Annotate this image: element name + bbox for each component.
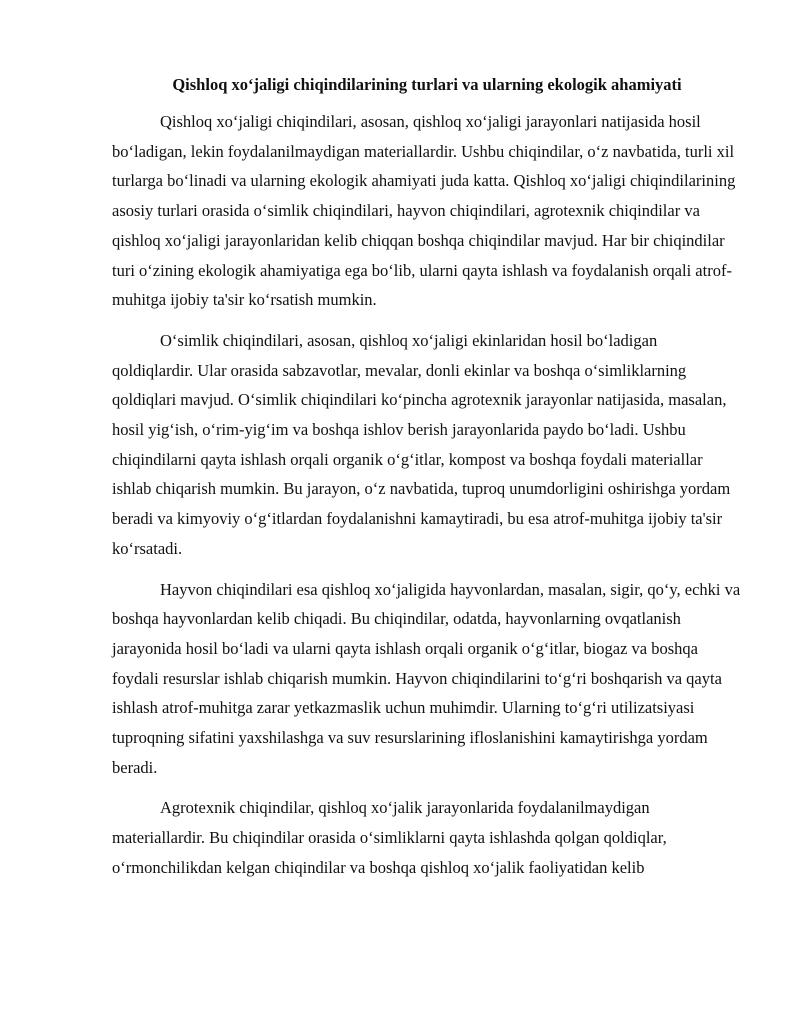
paragraph-3: Hayvon chiqindilari esa qishloq xo‘jaligida hayvonlardan, masalan, sigir, qo‘y, echki va boshqa hayvonlardan kelib chiqadi. Bu chiqindilar, odatda, hayvonlarning ovqatlanish jarayonida hosil bo‘ladi va ularni qayta ishlash orqali organik o‘g‘itlar, biogaz va boshqa foydali resurslar ishlab chiqarish mumkin. Hayvon chiqindilarini to‘g‘ri boshqarish va qayta ishlash atrof-muhitga zarar yetkazmaslik uchun muhimdir. Ularning to‘g‘ri utilizatsiyasi tuproqning sifatini yaxshilashga va suv resurslarining ifloslanishini kamaytirishga yordam beradi.: [112, 579, 741, 777]
document-title: Qishloq xo‘jaligi chiqindilarining turlari va ularning ekologik ahamiyati: [172, 75, 682, 94]
paragraph-2: O‘simlik chiqindilari, asosan, qishloq xo‘jaligi ekinlaridan hosil bo‘ladigan qoldiqlardir. Ular orasida sabzavotlar, mevalar, donli ekinlar va boshqa o‘simliklarning qoldiqlari mavjud. O‘simlik chiqindilari ko‘pincha agrotexnik jarayonlar natijasida, masalan, hosil yig‘ish, o‘rim-yig‘im va boshqa ishlov berish jarayonlarida paydo bo‘ladi. Ushbu chiqindilarni qayta ishlash orqali organik o‘g‘itlar, kompost va boshqa foydali materiallar ishlab chiqarish mumkin. Bu jarayon, o‘z navbatida, tuproq unumdorligini oshirishga yordam beradi va kimyoviy o‘g‘itlardan foydalanishni kamaytiradi, bu esa atrof-muhitga ijobiy ta'sir ko‘rsatadi.: [112, 330, 731, 558]
paragraph-4: Agrotexnik chiqindilar, qishloq xo‘jalik jarayonlarida foydalanilmaydigan materiallardir. Bu chiqindilar orasida o‘simliklarni qayta ishlashda qolgan qoldiqlar, o‘rmonchilikdan kelgan chiqindilar va boshqa qishloq xo‘jalik faoliyatidan kelib: [112, 798, 667, 877]
document-page: [112, 70, 742, 894]
paragraph-1: Qishloq xo‘jaligi chiqindilari, asosan, qishloq xo‘jaligi jarayonlari natijasida hosil bo‘ladigan, lekin foydalanilmaydigan materiallardir. Ushbu chiqindilar, o‘z navbatida, turli xil turlarga bo‘linadi va ularning ekologik ahamiyati juda katta. Qishloq xo‘jaligi chiqindilarining asosiy turlari orasida o‘simlik chiqindilari, hayvon chiqindilari, agrotexnik chiqindilar va qishloq xo‘jaligi jarayonlaridan kelib chiqqan boshqa chiqindilar mavjud. Har bir chiqindilar turi o‘zining ekologik ahamiyatiga ega bo‘lib, ularni qayta ishlash va foydalanish orqali atrof-muhitga ijobiy ta'sir ko‘rsatish mumkin.: [112, 112, 736, 310]
